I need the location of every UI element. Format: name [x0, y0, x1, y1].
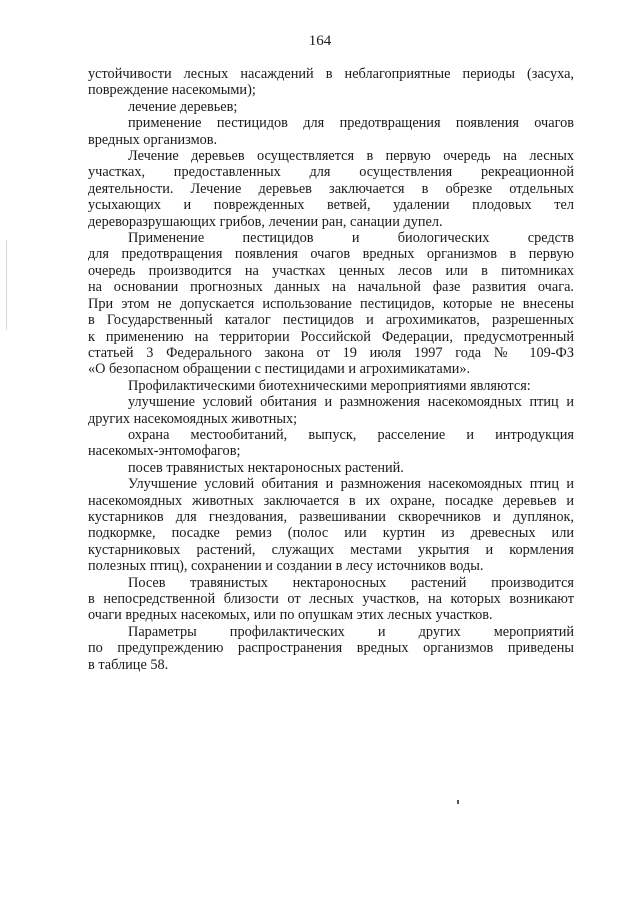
paragraph-p12	[88, 624, 574, 673]
text-line: устойчивости лесных насаждений в неблагоприятные периоды (засуха,	[88, 66, 574, 82]
body-text	[88, 66, 574, 673]
text-line: участках, предоставленных для осуществления рекреационной	[88, 164, 574, 181]
paragraph-p3	[88, 115, 574, 148]
text-line: повреждение насекомыми);	[88, 82, 256, 99]
text-line: вредных организмов.	[88, 131, 218, 148]
text-line: посев травянистых нектароносных растений.	[128, 459, 404, 476]
paragraph-p7	[88, 394, 574, 427]
text-line: При этом не допускается использование пестицидов, которые не внесены	[88, 295, 574, 312]
text-line: насекомых-энтомофагов;	[88, 443, 241, 460]
text-line: в непосредственной близости от лесных участков, на которых возникают	[88, 591, 574, 607]
text-line: Применение пестицидов и биологических средств	[128, 230, 574, 247]
paragraph-p8	[88, 427, 574, 460]
paragraph-p2	[88, 99, 574, 115]
text-line: охрана местообитаний, выпуск, расселение и интродукция	[128, 426, 574, 443]
paragraph-p6	[88, 378, 574, 394]
text-line: Профилактическими биотехническими мероприятиями являются:	[128, 377, 531, 394]
text-line: «О безопасном обращении с пестицидами и агрохимикатами».	[88, 361, 471, 378]
text-line: Лечение деревьев осуществляется в первую очередь на лесных	[128, 148, 574, 165]
text-line: очаги вредных насекомых, или по опушкам этих лесных участков.	[88, 607, 493, 624]
text-line: для предотвращения появления очагов вредных организмов в первую	[88, 246, 574, 263]
text-line: к применению на территории Российской Федерации, предусмотренный	[88, 328, 574, 345]
text-line: полезных птиц), сохранении и создании в лесу источников воды.	[88, 558, 484, 575]
page-number: 164	[308, 33, 332, 49]
text-line: Посев травянистых нектароносных растений производится	[128, 574, 574, 591]
text-line: Параметры профилактических и других мероприятий	[128, 623, 574, 640]
text-line: лечение деревьев;	[128, 98, 238, 115]
text-line: очередь производится на участках ценных лесов или в питомниках	[88, 262, 574, 279]
text-line: кустарников для гнездования, развешивании скворечников и дуплянок,	[88, 508, 574, 525]
text-line: в таблице 58.	[88, 656, 169, 673]
paragraph-p5	[88, 230, 574, 378]
paragraph-p9	[88, 460, 574, 476]
text-line: подкормке, посадке ремиз (полос или куртин из древесных или	[88, 525, 574, 542]
text-line: применение пестицидов для предотвращения появления очагов	[128, 115, 574, 132]
text-line: Улучшение условий обитания и размножения насекомоядных птиц и	[128, 476, 574, 493]
text-line: по предупреждению распространения вредных организмов приведены	[88, 640, 574, 657]
text-line: улучшение условий обитания и размножения насекомоядных птиц и	[128, 394, 574, 411]
text-line: насекомоядных животных заключается в их охране, посадке деревьев и	[88, 492, 574, 509]
text-line: статьей 3 Федерального закона от 19 июля 1997 года № 109-ФЗ	[88, 344, 574, 361]
text-line: в Государственный каталог пестицидов и агрохимикатов, разрешенных	[88, 312, 574, 329]
paragraph-p1	[88, 66, 574, 99]
paragraph-p11	[88, 575, 574, 624]
text-line: дереворазрушающих грибов, лечении ран, санации дупел.	[88, 213, 443, 230]
scan-margin-line	[6, 240, 7, 330]
text-line: на основании прогнозных данных на начальной фазе развития очага.	[88, 279, 574, 296]
text-line: усыхающих и поврежденных ветвей, удалении плодовых тел	[88, 197, 574, 214]
paragraph-p10	[88, 476, 574, 574]
text-line: деятельности. Лечение деревьев заключается в обрезке отдельных	[88, 180, 574, 197]
scan-speck	[457, 800, 459, 804]
text-line: кустарниковых растений, служащих местами укрытия и кормления	[88, 541, 574, 558]
text-line: других насекомоядных животных;	[88, 410, 298, 427]
paragraph-p4	[88, 148, 574, 230]
